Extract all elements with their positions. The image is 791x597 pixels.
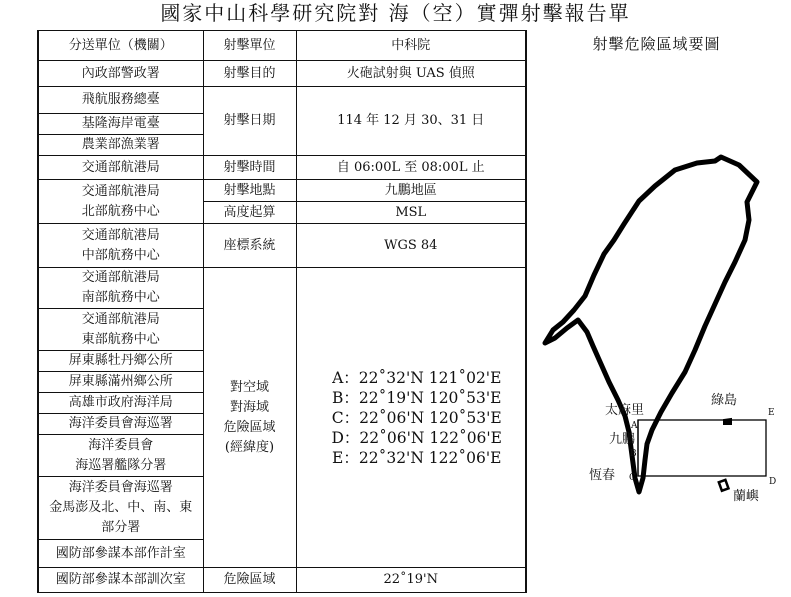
unit-line: 海巡署艦隊分署	[75, 457, 167, 473]
label-coordinate-system: 座標系統	[203, 224, 296, 268]
unit-cga-fleet	[38, 435, 203, 477]
value-coordinate-system: WGS 84	[296, 224, 526, 268]
label-danger-zone	[203, 268, 296, 568]
unit-mpb: 交通部航港局	[38, 156, 203, 180]
unit-line: 海洋委員會海巡署	[68, 480, 173, 495]
label-firing-unit: 射擊單位	[203, 31, 296, 61]
label-orchid-island: 蘭嶼	[733, 489, 760, 504]
label-firing-purpose: 射擊目的	[203, 61, 296, 87]
value-firing-date: 114 年 12 月 30、31 日	[296, 87, 526, 156]
point-b: B：22˚19'N 120˚53'E	[332, 388, 502, 407]
label-point-b: B	[630, 449, 637, 459]
unit-line: 中部航務中心	[81, 247, 160, 263]
header-distribution-unit: 分送單位（機關）	[38, 31, 203, 61]
unit-line: 交通部航港局	[81, 183, 160, 199]
zone-label-line: 危險區域	[223, 419, 276, 435]
label-danger-area: 危險區域	[203, 568, 296, 593]
unit-anws: 飛航服務總臺	[38, 87, 203, 114]
unit-line: 金馬澎及北、中、南、東	[49, 500, 193, 515]
label-firing-time: 射擊時間	[203, 156, 296, 180]
zone-coordinates	[296, 268, 526, 568]
unit-line: 交通部航港局	[81, 227, 160, 243]
unit-line: 海洋委員會	[88, 437, 154, 453]
unit-kaohsiung-marine: 高雄市政府海洋局	[38, 393, 203, 414]
label-hengchun: 恆春	[589, 468, 616, 483]
unit-npa: 內政部警政署	[38, 61, 203, 87]
point-e: E：22˚32'N 122˚06'E	[332, 448, 502, 467]
unit-line: 部分署	[101, 520, 141, 535]
unit-line: 交通部航港局	[81, 270, 160, 285]
unit-mpb-north	[38, 180, 203, 224]
unit-mnd-training: 國防部參謀本部訓次室	[38, 568, 203, 593]
label-firing-date: 射擊日期	[203, 87, 296, 156]
label-jiupeng: 九鵬	[609, 432, 636, 447]
unit-mudan: 屏東縣牡丹鄉公所	[38, 351, 203, 372]
value-firing-location: 九鵬地區	[296, 180, 526, 202]
danger-zone-map	[525, 60, 786, 597]
label-green-island: 綠島	[711, 393, 738, 408]
danger-zone-box	[638, 420, 766, 476]
value-altitude-base: MSL	[296, 202, 526, 224]
value-danger-area: 22˚19'N	[296, 568, 526, 593]
label-point-c: C	[629, 473, 636, 483]
report-table	[37, 30, 527, 593]
unit-mpb-south	[38, 268, 203, 309]
unit-line: 北部航務中心	[81, 203, 160, 219]
unit-cga: 海洋委員會海巡署	[38, 414, 203, 435]
label-taimali: 太麻里	[605, 403, 645, 418]
value-firing-unit: 中科院	[296, 31, 526, 61]
zone-label-line: 對空域	[229, 379, 269, 395]
unit-mnd-planning: 國防部參謀本部作計室	[38, 540, 203, 568]
unit-line: 交通部航港局	[81, 311, 160, 327]
value-firing-time: 自 06:00L 至 08:00L 止	[296, 156, 526, 180]
taiwan-outline	[545, 157, 757, 492]
point-c: C：22˚06'N 120˚53'E	[331, 408, 502, 427]
unit-cga-branches	[38, 477, 203, 540]
point-d: D：22˚06'N 122˚06'E	[331, 428, 502, 447]
label-point-d: D	[769, 477, 777, 487]
orchid-island-shape	[719, 480, 729, 491]
label-altitude-base: 高度起算	[203, 202, 296, 224]
label-point-a: A	[631, 421, 638, 431]
unit-fisheries: 農業部漁業署	[38, 135, 203, 156]
zone-label-line: (經緯度)	[224, 439, 275, 455]
unit-mpb-central	[38, 224, 203, 268]
label-firing-location: 射擊地點	[203, 180, 296, 202]
value-firing-purpose: 火砲試射與 UAS 偵照	[296, 61, 526, 87]
label-point-e: E	[768, 408, 775, 418]
unit-keelung-radio: 基隆海岸電臺	[38, 114, 203, 135]
unit-mpb-east	[38, 309, 203, 351]
unit-line: 南部航務中心	[81, 290, 160, 305]
point-a: A：22˚32'N 121˚02'E	[332, 368, 502, 387]
zone-label-line: 對海域	[229, 399, 269, 415]
map-title: 射擊危險區域要圖	[592, 35, 721, 53]
unit-manzhou: 屏東縣滿州鄉公所	[38, 372, 203, 393]
unit-line: 東部航務中心	[81, 331, 160, 347]
page-title: 國家中山科學研究院對 海（空）實彈射擊報告單	[160, 1, 631, 25]
